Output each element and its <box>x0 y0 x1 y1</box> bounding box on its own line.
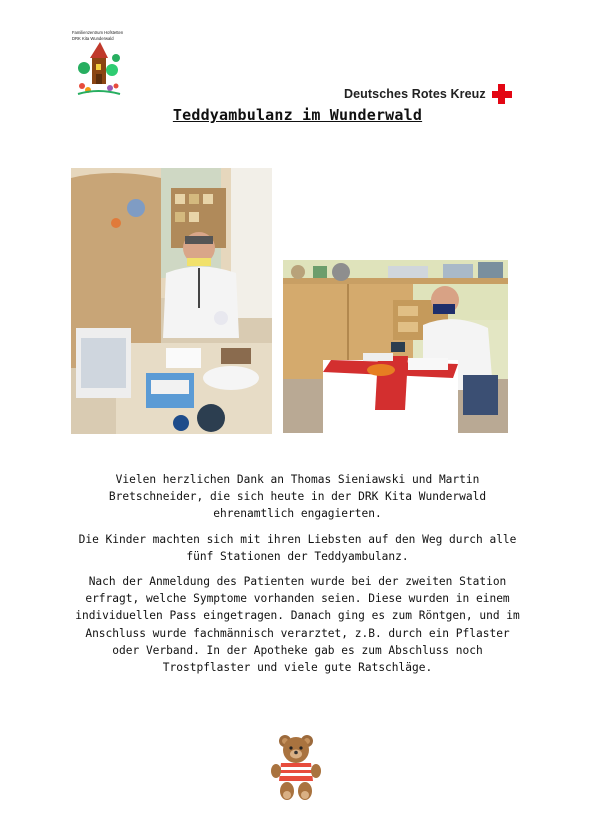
red-cross-icon <box>492 84 512 104</box>
drk-logo-text: Deutsches Rotes Kreuz <box>344 87 486 101</box>
paragraph-thanks: Vielen herzlichen Dank an Thomas Sieniawski und Martin Bretschneider, die sich heute in der DRK Kita Wunderwald ehrenamtlich engagierten. <box>108 473 487 521</box>
photo-volunteer-red-cross-table <box>283 260 508 433</box>
paragraph-stations: Die Kinder machten sich mit ihren Liebsten auf den Weg durch alle fünf Stationen der Teddyambulanz. <box>78 532 517 563</box>
photo-volunteer-supply-table <box>71 168 272 434</box>
drk-logo <box>344 84 512 104</box>
teddy-bear-icon <box>270 733 322 801</box>
kita-logo-caption: Familienzentrum Hofstetten DRK Kita Wunderwald <box>72 30 124 41</box>
paragraph-procedure: Nach der Anmeldung des Patienten wurde bei der zweiten Station erfragt, welche Symptome vorhanden seien. Diese wurden in einem individuellen Pass eingetragen. Danach ging es zum Röntgen, und im Anschluss wurde fachmännisch verarztet, z.B. durch ein Pflaster oder Verband. In der Apotheke gab es zum Abschluss noch Trostpflaster und viele gute Ratschläge. <box>75 575 520 675</box>
body-text <box>70 471 525 684</box>
page-title: Teddyambulanz im Wunderwald <box>172 106 423 124</box>
